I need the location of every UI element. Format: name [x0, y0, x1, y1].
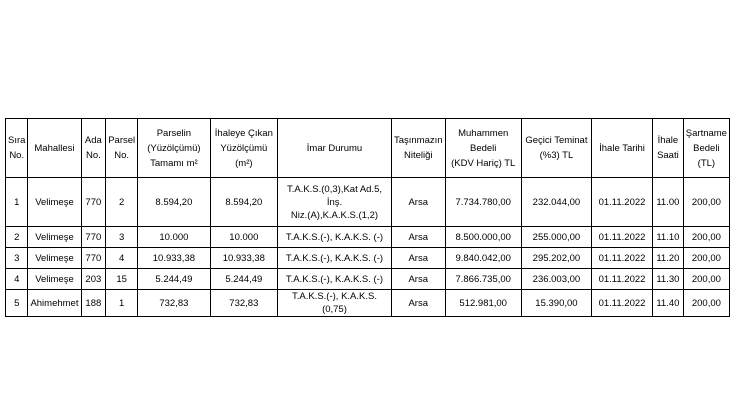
- cell-ada: 770: [81, 227, 106, 248]
- table-row: [6, 248, 730, 269]
- cell-tarih: 01.11.2022: [592, 290, 653, 317]
- cell-parsel-yuzolcumu: 8.594,20: [138, 178, 211, 227]
- cell-sira: 4: [6, 269, 28, 290]
- header-sartname-bedeli: Şartname Bedeli (TL): [683, 119, 729, 178]
- cell-teminat: 232.044,00: [521, 178, 591, 227]
- cell-imar: T.A.K.S.(-), K.A.K.S. (-): [278, 269, 392, 290]
- header-nitelik: Taşınmazın Niteliği: [391, 119, 445, 178]
- cell-parsel-yuzolcumu: 732,83: [138, 290, 211, 317]
- cell-muhammen: 7.866.735,00: [445, 269, 521, 290]
- cell-sartname: 200,00: [683, 227, 729, 248]
- cell-ihaleye-cikan: 10.000: [210, 227, 277, 248]
- header-ada: Ada No.: [81, 119, 106, 178]
- cell-sartname: 200,00: [683, 248, 729, 269]
- cell-nitelik: Arsa: [391, 248, 445, 269]
- cell-teminat: 295.202,00: [521, 248, 591, 269]
- table-row: [6, 227, 730, 248]
- header-sira: Sıra No.: [6, 119, 28, 178]
- cell-saat: 11.40: [653, 290, 684, 317]
- cell-ihaleye-cikan: 10.933,38: [210, 248, 277, 269]
- cell-ada: 188: [81, 290, 106, 317]
- cell-muhammen: 512.981,00: [445, 290, 521, 317]
- cell-sartname: 200,00: [683, 269, 729, 290]
- cell-sira: 5: [6, 290, 28, 317]
- cell-parsel: 2: [106, 178, 138, 227]
- cell-ihaleye-cikan: 8.594,20: [210, 178, 277, 227]
- cell-nitelik: Arsa: [391, 269, 445, 290]
- cell-muhammen: 8.500.000,00: [445, 227, 521, 248]
- auction-table: [5, 118, 730, 317]
- table-row: [6, 290, 730, 317]
- cell-saat: 11.20: [653, 248, 684, 269]
- cell-mahallesi: Velimeşe: [28, 227, 81, 248]
- header-ihale-tarihi: İhale Tarihi: [592, 119, 653, 178]
- table-header-row: [6, 119, 730, 178]
- cell-teminat: 15.390,00: [521, 290, 591, 317]
- cell-saat: 11.00: [653, 178, 684, 227]
- table-row: [6, 269, 730, 290]
- cell-parsel: 1: [106, 290, 138, 317]
- cell-parsel-yuzolcumu: 10.000: [138, 227, 211, 248]
- cell-tarih: 01.11.2022: [592, 248, 653, 269]
- header-imar-durumu: İmar Durumu: [278, 119, 392, 178]
- cell-saat: 11.10: [653, 227, 684, 248]
- header-mahallesi: Mahallesi: [28, 119, 81, 178]
- header-ihale-saati: İhale Saati: [653, 119, 684, 178]
- cell-sira: 3: [6, 248, 28, 269]
- cell-ihaleye-cikan: 732,83: [210, 290, 277, 317]
- cell-imar: T.A.K.S.(-), K.A.K.S. (-): [278, 248, 392, 269]
- header-gecici-teminat: Geçici Teminat (%3) TL: [521, 119, 591, 178]
- cell-mahallesi: Velimeşe: [28, 178, 81, 227]
- cell-sira: 2: [6, 227, 28, 248]
- cell-parsel: 3: [106, 227, 138, 248]
- cell-ada: 770: [81, 178, 106, 227]
- cell-teminat: 255.000,00: [521, 227, 591, 248]
- cell-saat: 11.30: [653, 269, 684, 290]
- cell-parsel-yuzolcumu: 10.933,38: [138, 248, 211, 269]
- table-row: [6, 178, 730, 227]
- header-parsel-yuzolcumu: Parselin (Yüzölçümü) Tamamı m²: [138, 119, 211, 178]
- table-body: [6, 178, 730, 317]
- cell-sartname: 200,00: [683, 178, 729, 227]
- cell-parsel: 4: [106, 248, 138, 269]
- header-muhammen-bedeli: Muhammen Bedeli (KDV Hariç) TL: [445, 119, 521, 178]
- cell-muhammen: 7.734.780,00: [445, 178, 521, 227]
- cell-nitelik: Arsa: [391, 227, 445, 248]
- cell-tarih: 01.11.2022: [592, 269, 653, 290]
- cell-mahallesi: Velimeşe: [28, 248, 81, 269]
- cell-parsel-yuzolcumu: 5.244,49: [138, 269, 211, 290]
- header-ihaleye-cikan: İhaleye Çıkan Yüzölçümü (m²): [210, 119, 277, 178]
- cell-ada: 770: [81, 248, 106, 269]
- header-parsel: Parsel No.: [106, 119, 138, 178]
- cell-mahallesi: Velimeşe: [28, 269, 81, 290]
- cell-ihaleye-cikan: 5.244,49: [210, 269, 277, 290]
- cell-sartname: 200,00: [683, 290, 729, 317]
- cell-imar: T.A.K.S.(-), K.A.K.S. (-): [278, 227, 392, 248]
- cell-tarih: 01.11.2022: [592, 227, 653, 248]
- cell-imar: T.A.K.S.(-), K.A.K.S. (0,75): [278, 290, 392, 317]
- cell-tarih: 01.11.2022: [592, 178, 653, 227]
- cell-imar: T.A.K.S.(0,3),Kat Ad.5, İnş. Niz.(A),K.A.K.S.(1,2): [278, 178, 392, 227]
- cell-muhammen: 9.840.042,00: [445, 248, 521, 269]
- cell-teminat: 236.003,00: [521, 269, 591, 290]
- cell-mahallesi: Ahimehmet: [28, 290, 81, 317]
- cell-sira: 1: [6, 178, 28, 227]
- cell-ada: 203: [81, 269, 106, 290]
- cell-parsel: 15: [106, 269, 138, 290]
- cell-nitelik: Arsa: [391, 178, 445, 227]
- cell-nitelik: Arsa: [391, 290, 445, 317]
